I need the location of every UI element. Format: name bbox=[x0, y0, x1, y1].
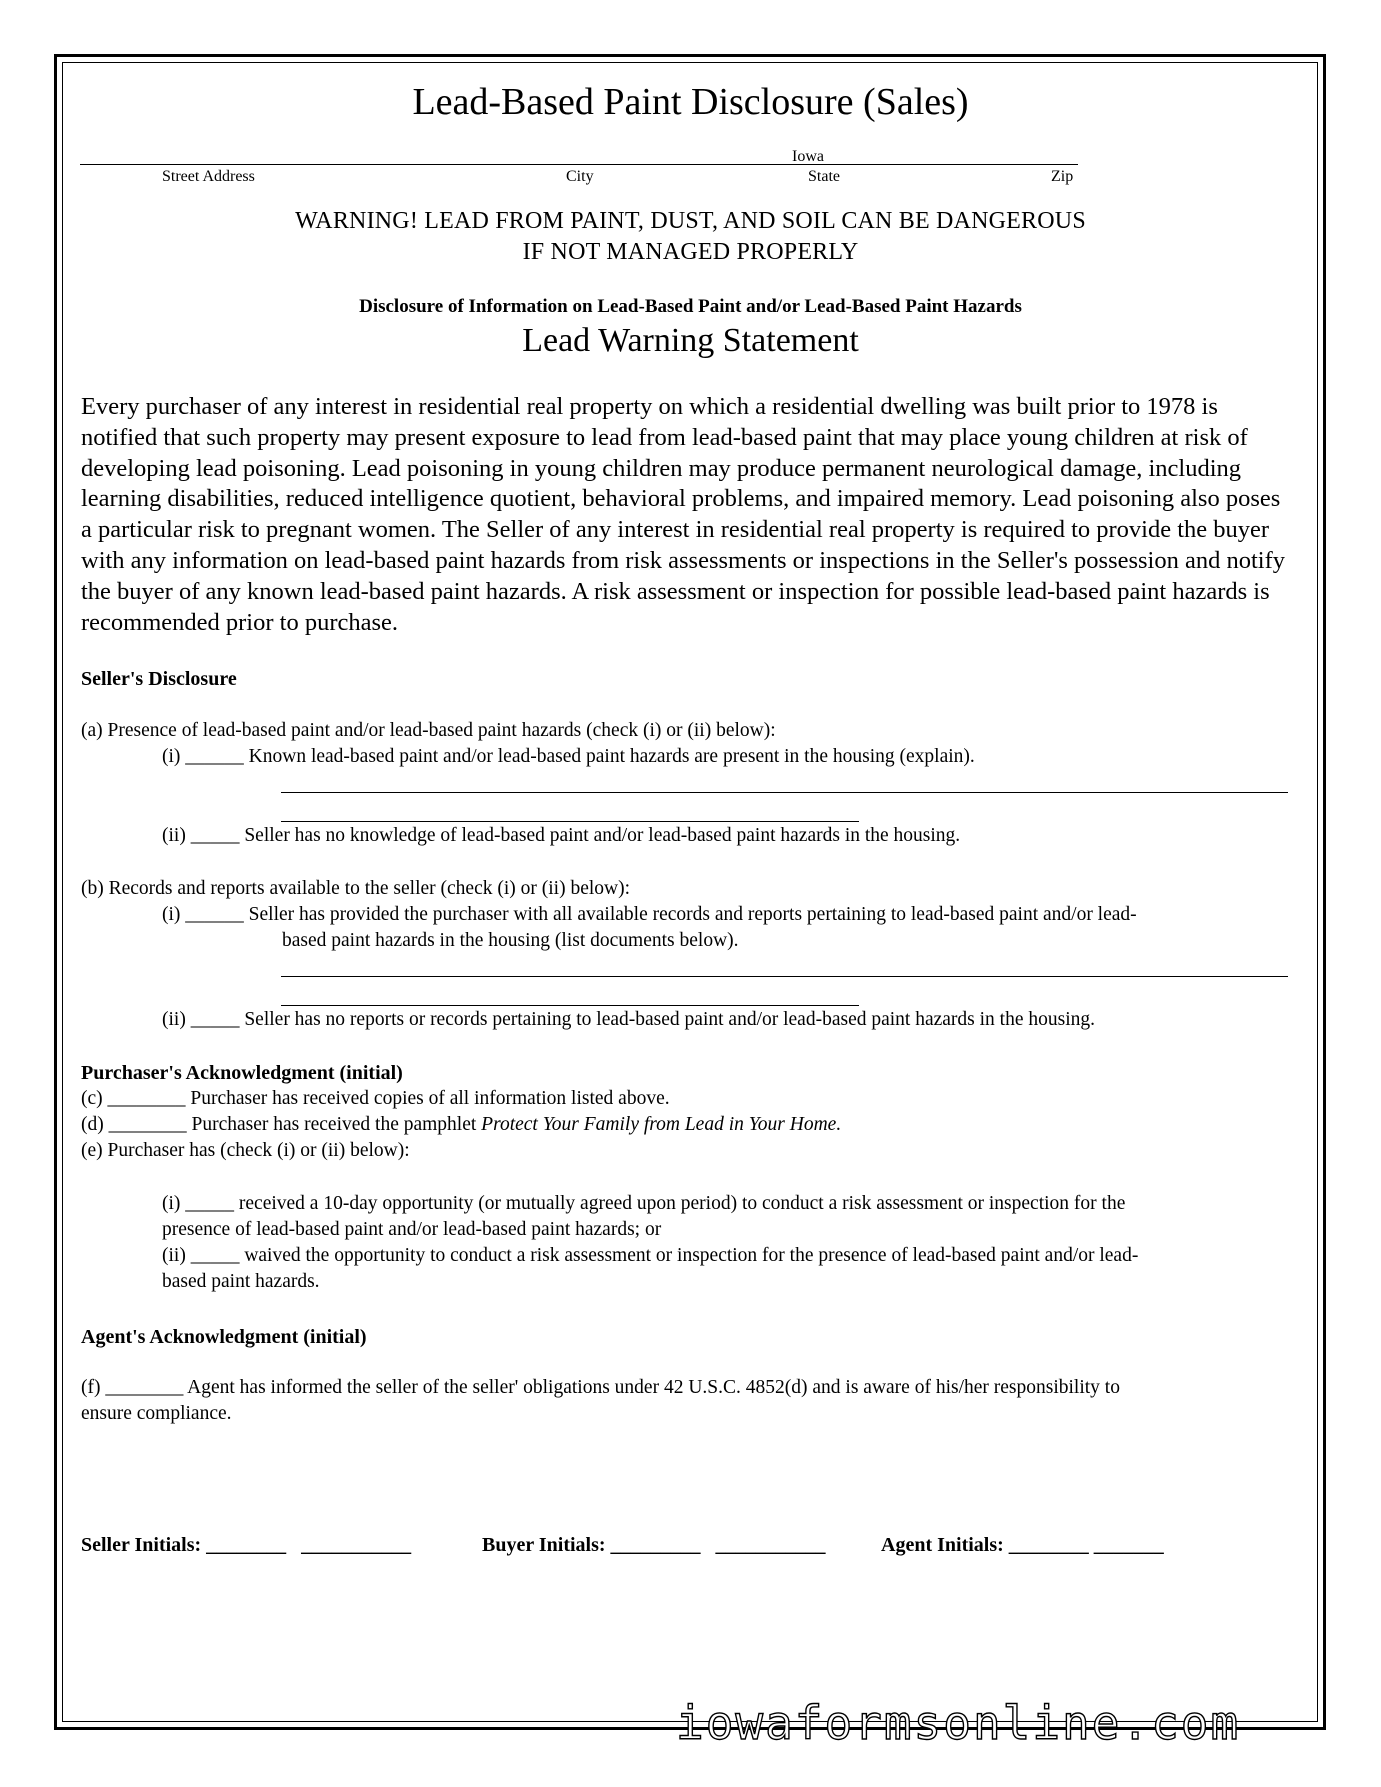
buyer-initials[interactable]: Buyer Initials: _________ ___________ bbox=[482, 1534, 826, 1556]
explain-line-1[interactable] bbox=[281, 792, 1288, 793]
documents-line-2[interactable] bbox=[281, 1005, 859, 1006]
agent-initials[interactable]: Agent Initials: ________ _______ bbox=[881, 1534, 1164, 1556]
form-title: Lead-Based Paint Disclosure (Sales) bbox=[412, 81, 969, 123]
section-b-i-line-2: based paint hazards in the housing (list documents below). bbox=[282, 930, 739, 951]
section-c[interactable]: (c) ________ Purchaser has received copies of all information listed above. bbox=[81, 1088, 670, 1109]
purchasers-ack-heading: Purchaser's Acknowledgment (initial) bbox=[81, 1062, 403, 1084]
section-e-ii-line-1[interactable]: (ii) _____ waived the opportunity to conduct a risk assessment or inspection for the presence of lead-based paint and/or lead- bbox=[162, 1245, 1139, 1266]
watermark: iowaformsonline.com bbox=[676, 1696, 1241, 1750]
address-line[interactable] bbox=[80, 164, 1078, 165]
lead-warning-text: Every purchaser of any interest in residential real property on which a residential dwelling was built prior to 1978 is notified that such property may present exposure to lead from lead-based paint that may place young children at risk of developing lead poisoning. Lead poisoning in young children may produce permanent neurological damage, including learning disabilities, reduced intelligence quotient, behavioral problems, and impaired memory. Lead poisoning also poses a particular risk to pregnant women. The Seller of any interest in residential real property is required to provide the buyer with any information on lead-based paint hazards from risk assessments or inspections in the Seller's possession and notify the buyer of any known lead-based paint hazards. A risk assessment or inspection for possible lead-based paint hazards is recommended prior to purchase. bbox=[81, 393, 1286, 636]
lead-warning-heading: Lead Warning Statement bbox=[522, 322, 859, 359]
zip-label: Zip bbox=[1051, 168, 1074, 185]
seller-initials[interactable]: Seller Initials: ________ ___________ bbox=[81, 1534, 412, 1556]
warning-line-2: IF NOT MANAGED PROPERLY bbox=[522, 239, 859, 265]
documents-line-1[interactable] bbox=[281, 976, 1288, 977]
section-e-i-line-2: presence of lead-based paint and/or lead-based paint hazards; or bbox=[162, 1219, 662, 1240]
section-d-text: (d) ________ Purchaser has received the pamphlet bbox=[81, 1114, 482, 1135]
state-value: Iowa bbox=[792, 148, 824, 165]
state-label: State bbox=[808, 168, 840, 185]
section-f-line-2: ensure compliance. bbox=[81, 1403, 232, 1424]
section-b-ii[interactable]: (ii) _____ Seller has no reports or records pertaining to lead-based paint and/or lead-based paint hazards in the housing. bbox=[162, 1009, 1096, 1030]
section-a-heading: (a) Presence of lead-based paint and/or lead-based paint hazards (check (i) or (ii) below): bbox=[81, 720, 776, 741]
explain-line-2[interactable] bbox=[281, 821, 859, 822]
sellers-disclosure-heading: Seller's Disclosure bbox=[81, 668, 237, 690]
warning-line-1: WARNING! LEAD FROM PAINT, DUST, AND SOIL CAN BE DANGEROUS bbox=[295, 208, 1086, 234]
pamphlet-title: Protect Your Family from Lead in Your Home. bbox=[481, 1114, 842, 1135]
section-d[interactable] bbox=[81, 1114, 841, 1136]
section-f-line-1[interactable]: (f) ________ Agent has informed the seller of the seller' obligations under 42 U.S.C. 4852(d) and is aware of his/her responsibility to bbox=[81, 1377, 1120, 1398]
street-address-label: Street Address bbox=[162, 168, 255, 185]
section-b-i-line-1[interactable]: (i) ______ Seller has provided the purchaser with all available records and reports pertaining to lead-based paint and/or lead- bbox=[162, 904, 1137, 925]
section-a-ii[interactable]: (ii) _____ Seller has no knowledge of lead-based paint and/or lead-based paint hazards in the housing. bbox=[162, 825, 961, 846]
section-b-heading: (b) Records and reports available to the seller (check (i) or (ii) below): bbox=[81, 878, 631, 899]
section-e-ii-line-2: based paint hazards. bbox=[162, 1271, 320, 1292]
section-a-i[interactable]: (i) ______ Known lead-based paint and/or lead-based paint hazards are present in the housing (explain). bbox=[162, 746, 975, 767]
disclosure-subtitle: Disclosure of Information on Lead-Based Paint and/or Lead-Based Paint Hazards bbox=[359, 296, 1022, 317]
section-e: (e) Purchaser has (check (i) or (ii) below): bbox=[81, 1140, 410, 1161]
agents-ack-heading: Agent's Acknowledgment (initial) bbox=[81, 1326, 367, 1348]
section-e-i-line-1[interactable]: (i) _____ received a 10-day opportunity (or mutually agreed upon period) to conduct a risk assessment or inspection for the bbox=[162, 1193, 1126, 1214]
city-label: City bbox=[566, 168, 594, 185]
